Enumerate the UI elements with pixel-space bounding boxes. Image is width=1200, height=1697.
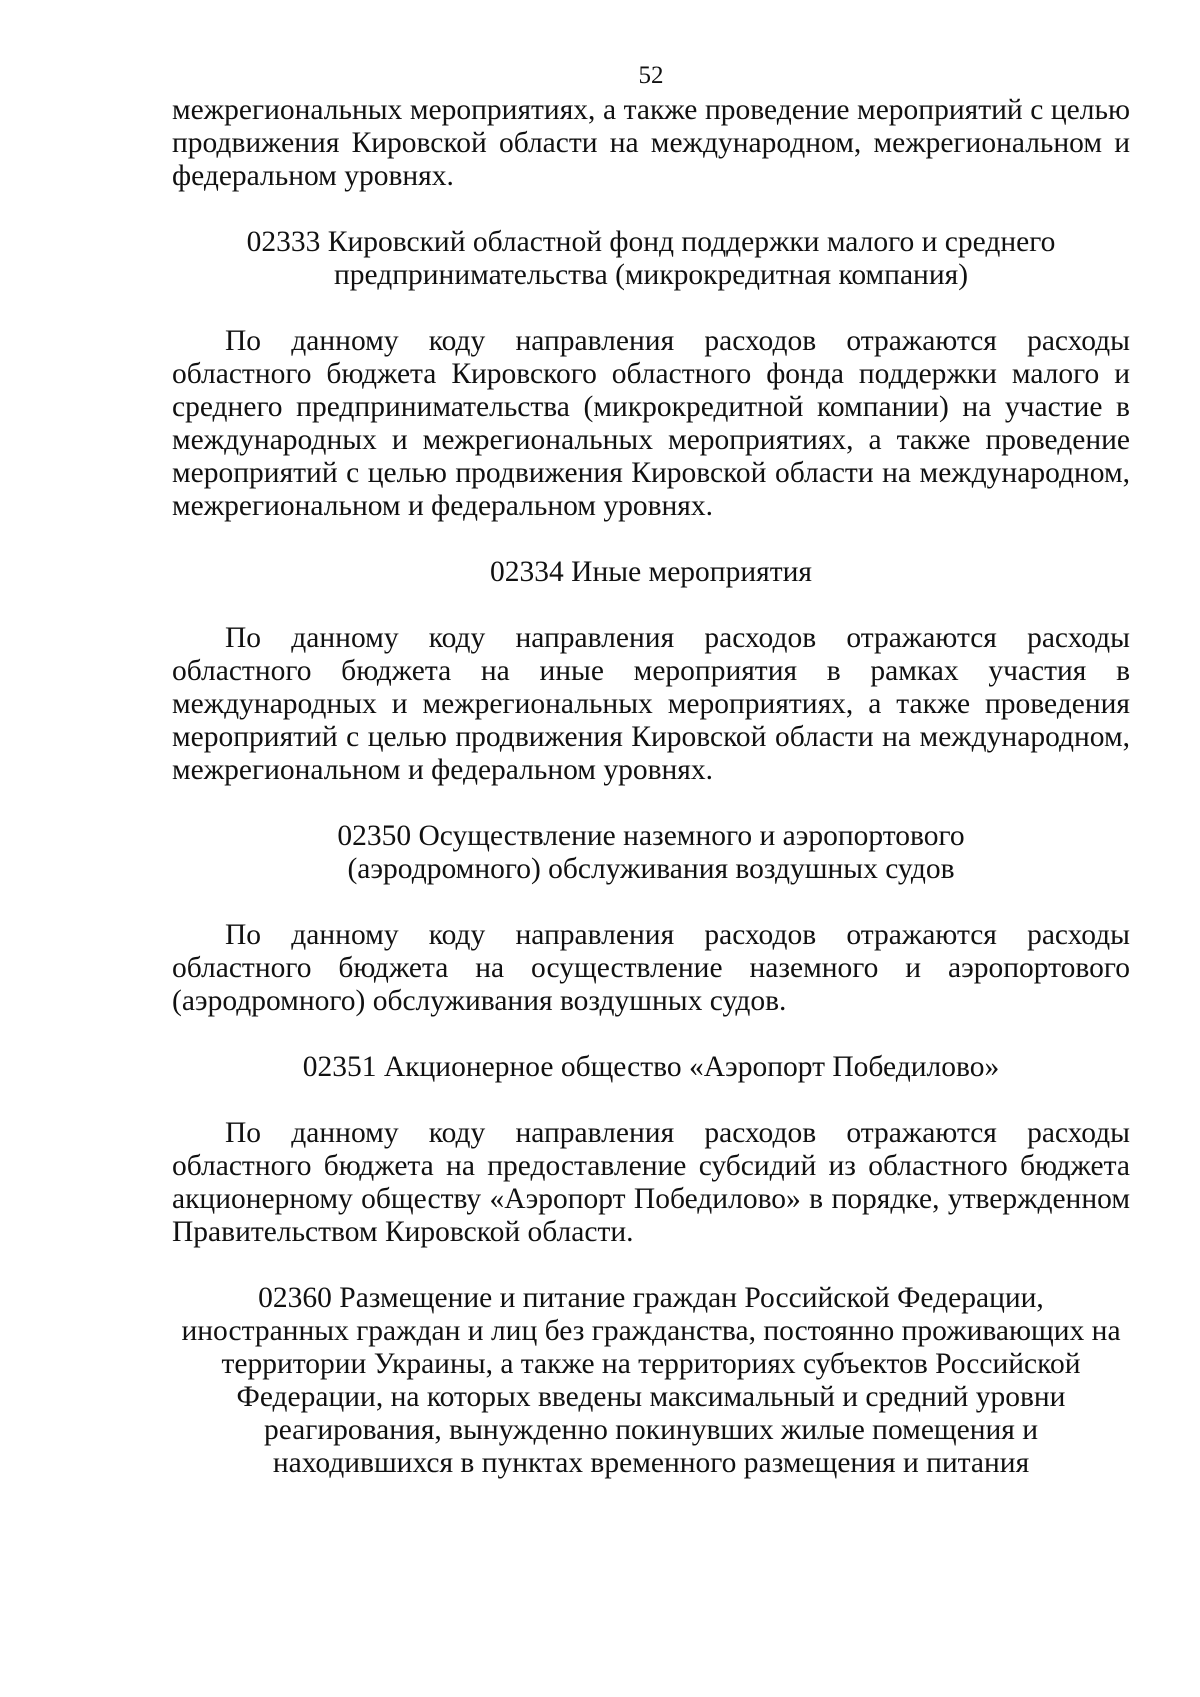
spacer [172,292,1130,325]
spacer [172,1018,1130,1051]
document-page [172,60,1130,1480]
heading-02333 [172,226,1130,292]
heading-02360 [172,1282,1130,1480]
intro-paragraph: межрегиональных мероприятиях, а также проведение мероприятий с целью продвижения Кировской области на международном, межрегиональном и федеральном уровнях. [172,94,1130,192]
heading-02350-text: 02350 Осуществление наземного и аэропортового (аэродромного) обслуживания воздушных судов [337,820,965,885]
spacer [172,589,1130,622]
paragraph-02351: По данному коду направления расходов отражаются расходы областного бюджета на предоставление субсидий из областного бюджета акционерному обществу «Аэропорт Победилово» в порядке, утвержденном Правительством Кировской области. [172,1117,1130,1248]
heading-02360-text: 02360 Размещение и питание граждан Российской Федерации, иностранных граждан и лиц без гражданства, постоянно проживающих на территории Украины, а также на территориях субъектов Российской Федерации, на которых введены максимальный и средний уровни реагирования, вынужденно покинувших жилые помещения и находившихся в пунктах временного размещения и питания [181,1282,1121,1479]
spacer [172,193,1130,226]
page-number: 52 [638,62,664,89]
spacer [172,886,1130,919]
paragraph-02350: По данному коду направления расходов отражаются расходы областного бюджета на осуществление наземного и аэропортового (аэродромного) обслуживания воздушных судов. [172,919,1130,1017]
paragraph-02333: По данному коду направления расходов отражаются расходы областного бюджета Кировского областного фонда поддержки малого и среднего предпринимательства (микрокредитной компании) на участие в международных и межрегиональных мероприятиях, а также проведение мероприятий с целью продвижения Кировской области на международном, межрегиональном и федеральном уровнях. [172,325,1130,522]
spacer [172,787,1130,820]
heading-02350 [172,820,1130,886]
spacer [172,1249,1130,1282]
heading-02351: 02351 Акционерное общество «Аэропорт Победилово» [302,1051,1000,1083]
heading-02333-text: 02333 Кировский областной фонд поддержки малого и среднего предпринимательства (микрокредитная компания) [246,226,1056,291]
heading-02334: 02334 Иные мероприятия [490,556,812,588]
paragraph-02334: По данному коду направления расходов отражаются расходы областного бюджета на иные мероприятия в рамках участия в международных и межрегиональных мероприятиях, а также проведения мероприятий с целью продвижения Кировской области на международном, межрегиональном и федеральном уровнях. [172,622,1130,786]
spacer [172,523,1130,556]
spacer [172,1084,1130,1117]
